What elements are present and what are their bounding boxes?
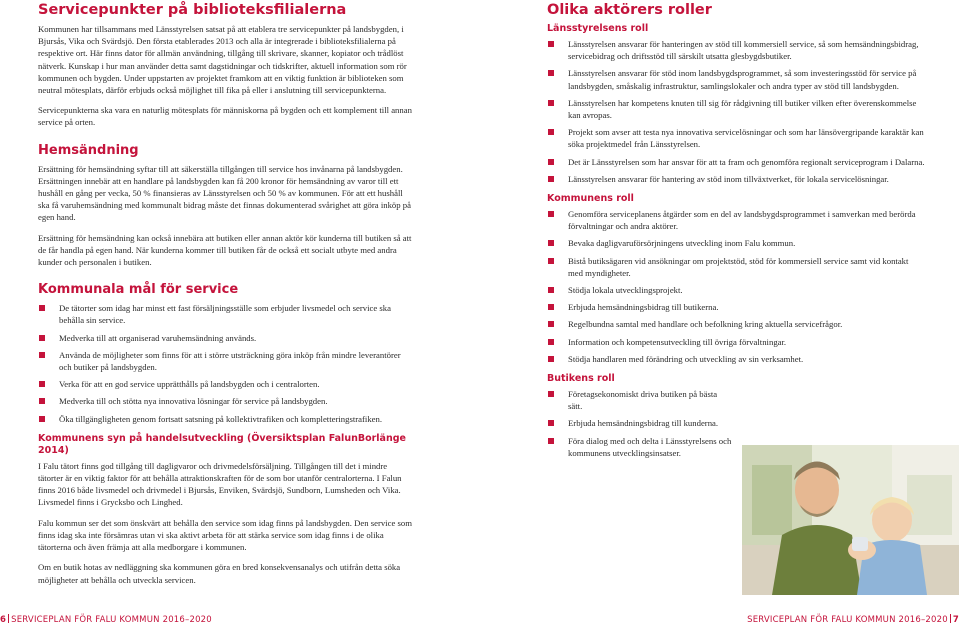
footer-separator bbox=[950, 614, 951, 623]
list-item bbox=[547, 417, 732, 429]
list-item-text: Medverka till och stötta nya innovativa lösningar för service på landsbygden. bbox=[59, 396, 328, 407]
bullet-square bbox=[39, 381, 45, 387]
handelsutveckling-paragraph-3: Om en butik hotas av nedläggning ska kommunen göra en bred konsekvensanalys och utifrån detta söka möjligheter att behålla och utveckla servicen. bbox=[38, 562, 401, 585]
bullet-square bbox=[548, 100, 554, 106]
list-item bbox=[547, 388, 732, 412]
list-item-text: Öka tillgängligheten genom fortsatt satsning på kollektivtrafiken och kompletteringstrafiken. bbox=[59, 413, 383, 424]
list-item-text: Länsstyrelsen ansvarar för hanteringen av stöd till kommersiell service, så som hemsändningsbidrag, servicebidrag och driftsstöd till särskilt utsatta glesbygdsbutiker. bbox=[568, 39, 919, 62]
handelsutveckling-heading: Kommunens syn på handelsutveckling (Översiktsplan FalunBorlänge 2014) bbox=[38, 432, 406, 456]
handelsutveckling-paragraph-2: Falu kommun ser det som önskvärt att behålla den service som idag finns på landsbygden. Den service som finns idag ska inte försämras utan vi ska aktivt arbeta för att stärka service som idag finns i de olika tätorterna och även främja att alla medborgare i kommunen. bbox=[38, 517, 412, 553]
aktorers-roller-heading: Olika aktörers roller bbox=[547, 2, 712, 18]
list-item bbox=[547, 318, 925, 330]
list-item-text: Företagsekonomiskt driva butiken på bästa sätt. bbox=[568, 389, 718, 412]
list-item-text: Projekt som avser att testa nya innovativa servicelösningar och som har länsövergripande karaktär kan söka projektmedel från Länsstyrelsen. bbox=[568, 127, 924, 150]
servicepunkter-heading: Servicepunkter på biblioteksfilialerna bbox=[38, 2, 347, 18]
footer-left-text: SERVICEPLAN FÖR FALU KOMMUN 2016–2020 bbox=[11, 615, 212, 625]
footer-separator bbox=[8, 614, 9, 623]
list-item-text: Länsstyrelsen ansvarar för stöd inom landsbygdsprogrammet, så som investeringsstöd för service på landsbygden, småskalig infrastruktur, samlingslokaler och andra typer av stöd till landsbygden. bbox=[568, 68, 917, 91]
bullet-square bbox=[548, 287, 554, 293]
right-column bbox=[547, 0, 925, 467]
handelsutveckling-paragraph-1: I Falu tätort finns god tillgång till dagligvaror och drivmedelsförsäljning. Tillgången till det i mindre tätorter är en viktig faktor för att behålla attraktionskraften för de som bor utanför centralorterna. I Falun finns 2016 både livsmedel och drivmedel i Bjursås, Enviken, Svärdsjö, Sundborn, Lumsheden och Vika. Livsmedel finns i Grycksbo och Linghed. bbox=[38, 460, 402, 508]
list-item bbox=[547, 156, 925, 168]
list-item bbox=[547, 208, 925, 232]
bullet-square bbox=[548, 304, 554, 310]
bullet-square bbox=[39, 416, 45, 422]
bullet-square bbox=[548, 41, 554, 47]
list-item-text: Det är Länsstyrelsen som har ansvar för att ta fram och genomföra regionalt serviceprogram i Dalarna. bbox=[568, 156, 925, 167]
list-item-text: Erbjuda hemsändningsbidrag till kunderna. bbox=[568, 418, 719, 429]
bullet-square bbox=[548, 240, 554, 246]
list-item-text: Medverka till att organiserad varuhemsändning används. bbox=[59, 332, 257, 343]
butikens-roll-list bbox=[547, 388, 732, 459]
list-item-text: Länsstyrelsen har kompetens knuten till sig för rådgivning till butiker vilken efter överenskommelse kan avropas. bbox=[568, 97, 917, 121]
bullet-square bbox=[39, 398, 45, 404]
list-item-text: Regelbundna samtal med handlare och befolkning kring aktuella servicefrågor. bbox=[568, 319, 843, 330]
bullet-square bbox=[39, 335, 45, 341]
page-number-right: 7 bbox=[952, 615, 959, 625]
list-item-text: Länsstyrelsen ansvarar för hantering av stöd inom tillväxtverket, för lokala servicelösningar. bbox=[568, 173, 889, 184]
bullet-square bbox=[39, 352, 45, 358]
hemsandning-paragraph-2: Ersättning för hemsändning kan också innebära att butiken eller annan aktör kör kunderna till butiken så att de får handla på egen hand. När kunderna kommer till butiken får de också ett socialt utbyte med andra kunder och personalen i butiken. bbox=[38, 232, 412, 268]
photo-man-with-child bbox=[742, 445, 959, 595]
list-item-text: Information och kompetensutveckling till övriga förvaltningar. bbox=[568, 336, 787, 347]
footer-right bbox=[747, 614, 959, 625]
bullet-square bbox=[548, 176, 554, 182]
bullet-square bbox=[548, 159, 554, 165]
bullet-square bbox=[548, 391, 554, 397]
bullet-square bbox=[548, 321, 554, 327]
page-number-left: 6 bbox=[0, 615, 7, 625]
lansstyrelsens-roll-heading: Länsstyrelsens roll bbox=[547, 23, 649, 34]
footer-left bbox=[0, 614, 212, 625]
bullet-square bbox=[548, 420, 554, 426]
bullet-square bbox=[548, 339, 554, 345]
list-item-text: Bevaka dagligvaruförsörjningens utveckling inom Falu kommun. bbox=[568, 238, 796, 249]
butikens-roll-heading: Butikens roll bbox=[547, 373, 615, 385]
servicepunkter-paragraph-1: Kommunen har tillsammans med Länsstyrelsen satsat på att etablera tre servicepunkter på landsbygden, i Bjursås, Vika och Svärdsjö. Den första etablerades 2013 och alla är integrerade i biblioteksfilialerna på respektive ort. Här finns dator för allmän användning, tillgång till skrivare, skanner, kopiator och trådlöst nätverk. Kunskap i hur man använder detta samt dagstidningar och tidskrifter, aktuell information som rör kommunen och bygden. Under uppstarten av projektet framkom att en viktig funktion är biblioteken som neutral mötesplats, därför erbjuds också möjlighet till fika på eller i anslutning till servicepunkterna. bbox=[38, 24, 407, 96]
hemsandning-heading: Hemsändning bbox=[38, 142, 139, 158]
list-item bbox=[547, 435, 732, 459]
list-item bbox=[547, 38, 925, 62]
list-item-text: De tätorter som idag har minst ett fast försäljningsställe som erbjuder livsmedel och service ska behålla sin service. bbox=[59, 303, 391, 326]
list-item-text: Stödja handlaren med förändring och utveckling av sin verksamhet. bbox=[568, 353, 804, 364]
list-item-text: Verka för att en god service upprätthålls på landsbygden och i centralorten. bbox=[59, 379, 320, 390]
lansstyrelsens-roll-list bbox=[547, 38, 925, 185]
list-item bbox=[547, 237, 925, 249]
list-item bbox=[547, 301, 925, 313]
bullet-square bbox=[548, 70, 554, 76]
bullet-square bbox=[548, 211, 554, 217]
list-item-text: Erbjuda hemsändningsbidrag till butikerna. bbox=[568, 302, 719, 313]
list-item bbox=[38, 395, 412, 407]
list-item bbox=[547, 97, 925, 121]
list-item bbox=[38, 378, 412, 390]
list-item-text: Bistå butiksägaren vid ansökningar om projektstöd, stöd för kommersiell service samt vid kontakt med myndigheter. bbox=[568, 255, 909, 278]
list-item-text: Genomföra serviceplanens åtgärder som en del av landsbygdsprogrammet i samverkan med berörda förvaltningar och andra aktörer. bbox=[568, 209, 916, 232]
hemsandning-paragraph-1: Ersättning för hemsändning syftar till att säkerställa tillgången till service hos invånarna på landsbygden. Ersättningen innebär att en handlare på landsbygden kan få 200 kronor för hemsändning av varor till ett hushåll en gång per vecka, 50 % finansieras av Länsstyrelsen och 50 % av kommunen. För att ett hushåll ska få varuhemsändning med kommunalt bidrag måste det finnas dokumenterad svårighet att göra inköp på egen hand. bbox=[38, 163, 411, 223]
list-item bbox=[547, 353, 925, 365]
servicepunkter-paragraph-2: Servicepunkterna ska vara en naturlig mötesplats för människorna på bygden och ett komplement till annan service på orten. bbox=[38, 105, 412, 128]
list-item bbox=[547, 284, 925, 296]
list-item-text: Föra dialog med och delta i Länsstyrelsens och kommunens utvecklingsinsatser. bbox=[568, 435, 732, 458]
list-item bbox=[547, 255, 925, 279]
left-column bbox=[38, 0, 412, 594]
list-item-text: Stödja lokala utvecklingsprojekt. bbox=[568, 285, 683, 296]
list-item bbox=[38, 349, 412, 373]
bullet-square bbox=[548, 258, 554, 264]
list-item bbox=[547, 336, 925, 348]
bullet-square bbox=[548, 356, 554, 362]
list-item bbox=[547, 126, 925, 150]
kommunala-mal-heading: Kommunala mål för service bbox=[38, 282, 239, 298]
footer-right-text: SERVICEPLAN FÖR FALU KOMMUN 2016–2020 bbox=[747, 615, 948, 625]
list-item bbox=[547, 67, 925, 91]
bullet-square bbox=[39, 305, 45, 311]
kommunala-mal-list bbox=[38, 302, 412, 425]
kommunens-roll-heading: Kommunens roll bbox=[547, 193, 634, 205]
bullet-square bbox=[548, 129, 554, 135]
kommunens-roll-list bbox=[547, 208, 925, 365]
photo-illustration bbox=[742, 445, 959, 595]
list-item-text: Använda de möjligheter som finns för att i större utsträckning göra inköp från mindre leverantörer och butiker på landsbygden. bbox=[59, 349, 401, 373]
list-item bbox=[38, 332, 412, 344]
list-item bbox=[38, 302, 412, 326]
list-item bbox=[38, 413, 412, 425]
list-item bbox=[547, 173, 925, 185]
bullet-square bbox=[548, 438, 554, 444]
